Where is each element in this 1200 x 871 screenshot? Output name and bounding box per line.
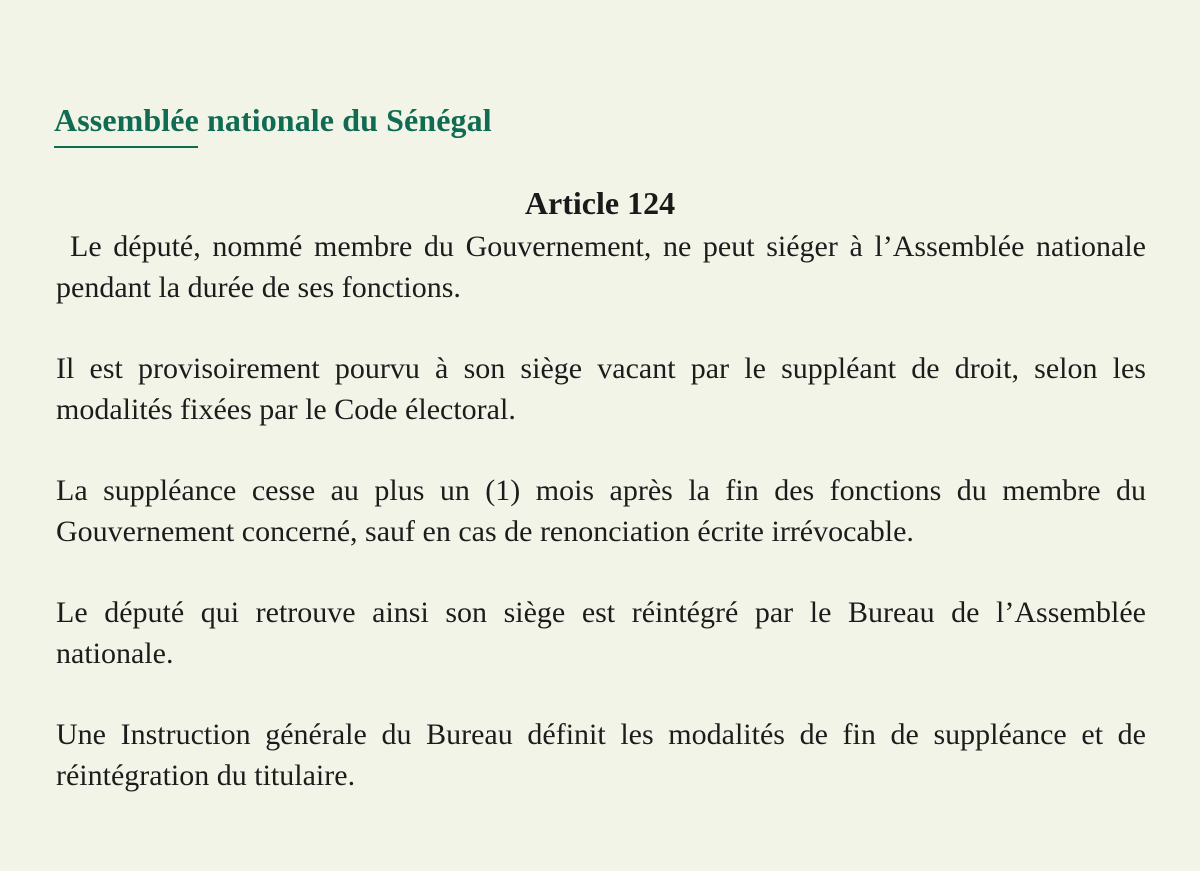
article-paragraph: La suppléance cesse au plus un (1) mois après la fin des fonctions du membre du Gouvernement concerné, sauf en cas de renonciation écrite irrévocable. (56, 474, 1146, 548)
page-header-title: Assemblée nationale du Sénégal (54, 102, 492, 138)
article-paragraph: Une Instruction générale du Bureau définit les modalités de fin de suppléance et de réintégration du titulaire. (56, 718, 1146, 792)
article-paragraph: Il est provisoirement pourvu à son siège vacant par le suppléant de droit, selon les modalités fixées par le Code électoral. (56, 352, 1146, 426)
article-title: Article 124 (524, 185, 676, 221)
header-underline (54, 146, 198, 148)
article-paragraph: Le député qui retrouve ainsi son siège est réintégré par le Bureau de l’Assemblée nationale. (56, 596, 1146, 670)
article-body (56, 226, 1146, 836)
article-paragraph: Le député, nommé membre du Gouvernement, ne peut siéger à l’Assemblée nationale pendant la durée de ses fonctions. (56, 230, 1146, 304)
